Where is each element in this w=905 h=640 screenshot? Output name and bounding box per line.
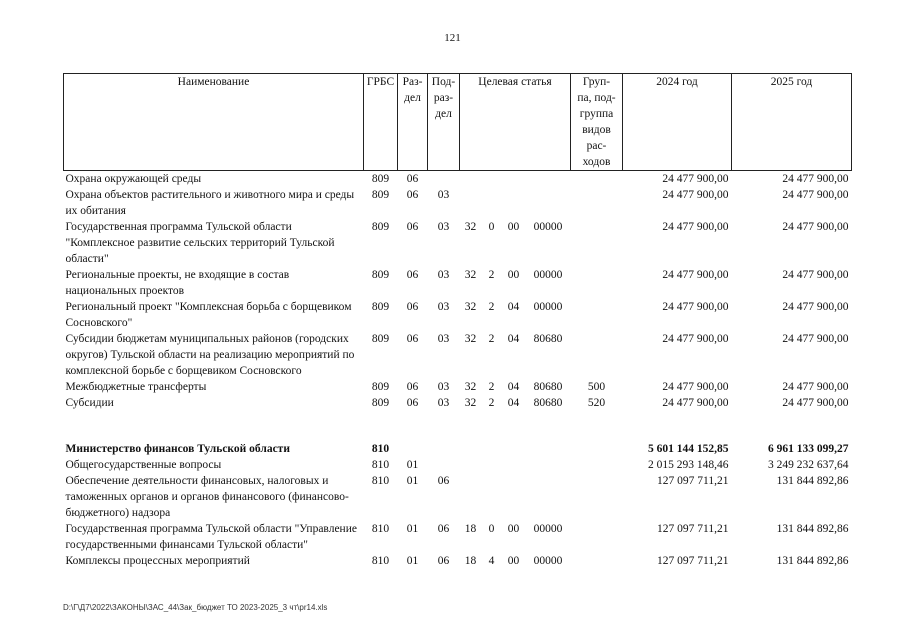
row-target-program-cell: 32	[464, 397, 477, 409]
row-target-subprogram-cell	[482, 473, 502, 521]
row-target-subprogram-cell: 2	[488, 397, 495, 409]
row-name-cell: Межбюджетные трансферты	[65, 381, 207, 393]
row-target-direction-cell	[526, 457, 571, 473]
footer-file-path: D:\Г\Д7\2022\ЗАКОНЫ\ЗАС_44\Зак_бюджет ТО 2023-2025_3 чт\pr14.xls	[63, 603, 328, 612]
row-target-event-cell	[502, 187, 526, 219]
row-amount-2025-cell: 24 477 900,00	[782, 397, 849, 409]
row-target-subprogram-cell: 2	[488, 333, 495, 345]
row-target-program-cell: 32	[464, 333, 477, 345]
row-podrazdel-cell	[428, 441, 460, 457]
table-row	[64, 171, 852, 188]
row-target-direction-cell: 00000	[533, 221, 563, 233]
row-target-program-cell: 32	[464, 221, 477, 233]
row-target-subprogram-cell: 0	[488, 221, 495, 233]
row-podrazdel-cell: 03	[437, 381, 450, 393]
row-target-program-cell: 32	[464, 381, 477, 393]
row-amount-2025-cell: 131 844 892,86	[776, 523, 849, 535]
header-podrazdel: Под- раз- дел	[428, 74, 460, 171]
row-grbs-cell: 810	[371, 443, 390, 455]
row-razdel-cell: 01	[406, 523, 419, 535]
row-amount-2025-cell: 24 477 900,00	[782, 381, 849, 393]
row-name-cell: Субсидии бюджетам муниципальных районов (городских округов) Тульской области на реализацию мероприятий по комплексной борьбе с борщевиком Сосновского	[65, 333, 355, 377]
row-amount-2024-cell: 24 477 900,00	[662, 173, 729, 185]
row-grbs-cell: 810	[371, 459, 390, 471]
row-amount-2025-cell: 24 477 900,00	[782, 189, 849, 201]
row-target-subprogram-cell	[482, 457, 502, 473]
row-amount-2024-cell: 24 477 900,00	[662, 381, 729, 393]
row-name-cell: Обеспечение деятельности финансовых, налоговых и таможенных органов и органов финансового (финансово-бюджетного) надзора	[65, 475, 349, 519]
row-amount-2025-cell: 131 844 892,86	[776, 475, 849, 487]
row-amount-2024-cell: 24 477 900,00	[662, 221, 729, 233]
header-year-2025: 2025 год	[732, 74, 852, 171]
row-name-cell: Общегосударственные вопросы	[65, 459, 222, 471]
row-grbs-cell: 809	[371, 381, 390, 393]
row-razdel-cell: 06	[406, 221, 419, 233]
row-target-program-cell	[460, 171, 482, 188]
row-expense-group-cell	[571, 171, 623, 188]
row-amount-2025-cell: 24 477 900,00	[782, 269, 849, 281]
row-amount-2025-cell: 131 844 892,86	[776, 555, 849, 567]
row-target-subprogram-cell: 4	[488, 555, 495, 567]
row-amount-2025-cell: 3 249 232 637,64	[768, 459, 849, 471]
row-grbs-cell: 810	[371, 523, 390, 535]
row-target-event-cell: 00	[507, 221, 520, 233]
row-podrazdel-cell: 03	[437, 189, 450, 201]
row-target-event-cell	[502, 441, 526, 457]
row-podrazdel-cell	[428, 171, 460, 188]
header-grbs: ГРБС	[364, 74, 398, 171]
table-spacer-row	[64, 411, 852, 441]
row-amount-2024-cell: 24 477 900,00	[662, 269, 729, 281]
row-amount-2024-cell: 24 477 900,00	[662, 301, 729, 313]
row-grbs-cell: 809	[371, 397, 390, 409]
row-razdel-cell: 06	[406, 173, 419, 185]
row-grbs-cell: 809	[371, 269, 390, 281]
row-target-direction-cell	[526, 473, 571, 521]
budget-table	[63, 73, 852, 569]
row-podrazdel-cell: 03	[437, 333, 450, 345]
header-expense-group: Груп- па, под- группа видов рас- ходов	[571, 74, 623, 171]
row-name-cell: Охрана объектов растительного и животного мира и среды их обитания	[65, 189, 355, 217]
row-razdel-cell: 06	[406, 333, 419, 345]
row-target-program-cell	[460, 441, 482, 457]
row-amount-2025-cell: 6 961 133 099,27	[768, 443, 849, 455]
row-amount-2025-cell: 24 477 900,00	[782, 173, 849, 185]
row-amount-2024-cell: 127 097 711,21	[657, 523, 729, 535]
row-target-program-cell: 18	[464, 555, 477, 567]
page-number: 121	[444, 32, 461, 44]
row-name-cell: Региональные проекты, не входящие в состав национальных проектов	[65, 269, 290, 297]
row-grbs-cell: 810	[371, 555, 390, 567]
row-target-direction-cell: 00000	[533, 555, 563, 567]
row-target-program-cell: 32	[464, 301, 477, 313]
row-target-event-cell: 04	[507, 397, 520, 409]
row-razdel-cell: 06	[406, 397, 419, 409]
row-razdel-cell: 01	[406, 555, 419, 567]
row-name-cell: Субсидии	[65, 397, 114, 409]
row-target-event-cell: 04	[507, 333, 520, 345]
row-grbs-cell: 810	[371, 475, 390, 487]
row-target-subprogram-cell: 2	[488, 301, 495, 313]
row-grbs-cell: 809	[371, 333, 390, 345]
row-target-subprogram-cell	[482, 441, 502, 457]
row-amount-2025-cell: 24 477 900,00	[782, 301, 849, 313]
table-body	[64, 171, 852, 570]
row-amount-2025-cell: 24 477 900,00	[782, 333, 849, 345]
row-expense-group-cell	[571, 267, 623, 299]
row-target-subprogram-cell	[482, 187, 502, 219]
header-name: Наименование	[64, 74, 364, 171]
row-target-direction-cell: 00000	[533, 301, 563, 313]
row-podrazdel-cell: 03	[437, 397, 450, 409]
row-expense-group-cell	[571, 299, 623, 331]
row-target-direction-cell: 80680	[533, 333, 563, 345]
row-amount-2024-cell: 127 097 711,21	[657, 555, 729, 567]
row-expense-group-cell	[571, 457, 623, 473]
row-target-direction-cell	[526, 441, 571, 457]
row-expense-group-cell	[571, 521, 623, 553]
table-row	[64, 331, 852, 379]
row-target-program-cell: 18	[464, 523, 477, 535]
row-podrazdel-cell: 06	[437, 475, 450, 487]
row-amount-2025-cell: 24 477 900,00	[782, 221, 849, 233]
table-row	[64, 299, 852, 331]
row-grbs-cell: 809	[371, 173, 390, 185]
row-razdel-cell: 06	[406, 301, 419, 313]
table-row	[64, 187, 852, 219]
row-target-program-cell: 32	[464, 269, 477, 281]
row-razdel-cell: 06	[406, 269, 419, 281]
row-target-event-cell: 00	[507, 269, 520, 281]
row-target-subprogram-cell: 2	[488, 381, 495, 393]
row-target-event-cell: 04	[507, 381, 520, 393]
row-razdel-cell: 01	[406, 459, 419, 471]
row-target-direction-cell: 00000	[533, 269, 563, 281]
row-amount-2024-cell: 127 097 711,21	[657, 475, 729, 487]
header-year-2024: 2024 год	[623, 74, 732, 171]
row-name-cell: Государственная программа Тульской области "Комплексное развитие сельских территорий Тульской области"	[65, 221, 335, 265]
table-row	[64, 219, 852, 267]
row-expense-group-cell	[571, 441, 623, 457]
row-amount-2024-cell: 24 477 900,00	[662, 397, 729, 409]
row-target-direction-cell	[526, 187, 571, 219]
row-name-cell: Охрана окружающей среды	[65, 173, 202, 185]
header-target-article: Целевая статья	[460, 74, 571, 171]
row-expense-group-cell	[571, 331, 623, 379]
row-podrazdel-cell: 03	[437, 221, 450, 233]
table-row	[64, 395, 852, 411]
row-amount-2024-cell: 24 477 900,00	[662, 189, 729, 201]
row-name-cell: Комплексы процессных мероприятий	[65, 555, 250, 567]
row-expense-group-cell: 520	[587, 397, 606, 409]
row-target-event-cell	[502, 457, 526, 473]
row-target-direction-cell: 80680	[533, 397, 563, 409]
row-expense-group-cell	[571, 553, 623, 569]
row-target-subprogram-cell: 0	[488, 523, 495, 535]
row-target-subprogram-cell: 2	[488, 269, 495, 281]
row-target-event-cell	[502, 473, 526, 521]
row-target-event-cell	[502, 171, 526, 188]
row-target-direction-cell: 00000	[533, 523, 563, 535]
row-target-program-cell	[460, 187, 482, 219]
spacer-cell	[64, 411, 852, 441]
row-amount-2024-cell: 2 015 293 148,46	[648, 459, 729, 471]
row-amount-2024-cell: 5 601 144 152,85	[648, 443, 729, 455]
row-target-event-cell: 00	[507, 555, 520, 567]
table-row	[64, 553, 852, 569]
row-target-direction-cell: 80680	[533, 381, 563, 393]
header-razdel: Раз- дел	[398, 74, 428, 171]
row-expense-group-cell	[571, 473, 623, 521]
row-target-event-cell: 04	[507, 301, 520, 313]
row-razdel-cell: 01	[406, 475, 419, 487]
row-target-program-cell	[460, 473, 482, 521]
budget-table-container	[63, 73, 851, 569]
row-podrazdel-cell: 03	[437, 269, 450, 281]
row-expense-group-cell: 500	[587, 381, 606, 393]
row-expense-group-cell	[571, 187, 623, 219]
row-podrazdel-cell: 06	[437, 555, 450, 567]
row-razdel-cell	[398, 441, 428, 457]
table-row	[64, 473, 852, 521]
table-row	[64, 441, 852, 457]
table-row	[64, 267, 852, 299]
row-razdel-cell: 06	[406, 381, 419, 393]
table-row	[64, 521, 852, 553]
row-target-subprogram-cell	[482, 171, 502, 188]
row-podrazdel-cell	[428, 457, 460, 473]
row-razdel-cell: 06	[406, 189, 419, 201]
row-amount-2024-cell: 24 477 900,00	[662, 333, 729, 345]
row-target-event-cell: 00	[507, 523, 520, 535]
row-podrazdel-cell: 06	[437, 523, 450, 535]
table-row	[64, 457, 852, 473]
row-name-cell: Министерство финансов Тульской области	[65, 443, 290, 455]
row-name-cell: Региональный проект "Комплексная борьба с борщевиком Сосновского"	[65, 301, 352, 329]
table-row	[64, 379, 852, 395]
row-grbs-cell: 809	[371, 221, 390, 233]
table-header-row	[64, 74, 852, 171]
row-podrazdel-cell: 03	[437, 301, 450, 313]
row-target-program-cell	[460, 457, 482, 473]
row-expense-group-cell	[571, 219, 623, 267]
row-target-direction-cell	[526, 171, 571, 188]
row-name-cell: Государственная программа Тульской области "Управление государственными финансами Тульской области"	[65, 523, 357, 551]
row-grbs-cell: 809	[371, 189, 390, 201]
row-grbs-cell: 809	[371, 301, 390, 313]
